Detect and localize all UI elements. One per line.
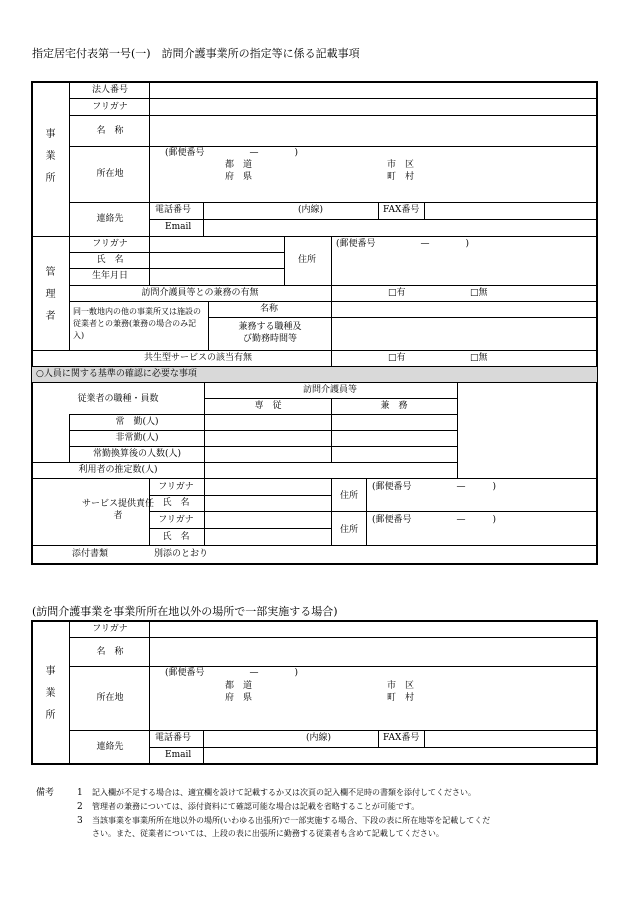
seinen-gappi-label: 生年月日 [91,271,129,281]
sekininsha2-yubin: (郵便番号 — ) [372,515,497,525]
tenpu-shorui-value: 別添のとおり [154,549,209,559]
fuken-label: 府 県 [225,172,253,182]
kansan-kenmu-input[interactable] [332,447,456,462]
kanrisha-shimei-input[interactable] [150,253,283,268]
hijokin-label: 非常勤(人) [115,433,159,443]
page-title: 指定居宅付表第一号(一) 訪問介護事業所の指定等に係る記載事項 [32,47,360,60]
kenmu-shokushu-input[interactable] [332,318,597,350]
service-teikyo-sekininsha-label: サービス提供責任者 [81,499,154,521]
kanrisha-yubin: (郵便番号 — ) [336,239,470,249]
branch-fax-label: FAX番号 [383,733,420,743]
kenmu-header: 兼 務 [380,401,408,411]
branch-tel-input[interactable] [204,731,378,747]
branch-shiku-label: 市 区 [387,681,415,691]
sekininsha2-furigana-input[interactable] [205,512,330,528]
note-3-number: 3 [77,816,83,826]
kansan-senju-input[interactable] [205,447,330,462]
branch-fuken-label: 府 県 [225,693,253,703]
kyosei-label: 共生型サービスの該当有無 [143,353,253,363]
hijokin-kenmu-input[interactable] [332,431,456,446]
note-3-line2: さい。また、従業者については、上段の表に出張所に勤務する従業者も含めて記載してください。 [92,829,444,838]
kenmu-no-checkbox[interactable]: □無 [470,288,488,298]
tel-input[interactable] [204,203,378,219]
kanrisha-furigana-input[interactable] [150,237,283,252]
kenmu-shokushu-label: 兼務する職種及び勤務時間等 [238,322,302,344]
branch-tel-label: 電話番号 [155,733,192,743]
kansan-label: 常勤換算後の人数(人) [92,449,182,459]
note-2-number: 2 [77,802,83,812]
jigyosho-furigana-input[interactable] [150,99,597,115]
branch-choson-label: 町 村 [387,693,415,703]
sekininsha1-shimei-input[interactable] [205,496,330,511]
branch-meisho-input[interactable] [150,638,597,666]
hijokin-senju-input[interactable] [205,431,330,446]
yubin-bango: (郵便番号 — ) [165,148,299,158]
jigyosho-meisho-label: 名 称 [96,126,124,136]
renraku-label: 連絡先 [96,214,124,224]
branch-furigana-label: フリガナ [92,624,128,634]
shozaichi-label: 所在地 [96,169,124,179]
note-1-number: 1 [77,788,83,798]
houjin-bango-label: 法人番号 [91,85,129,95]
jokin-label: 常 勤(人) [115,417,159,427]
houmon-kaigoin-header: 訪問介護員等 [302,385,358,395]
email-label: Email [165,222,192,232]
jinin-section-header: ○人員に関する基準の確認に必要な事項 [36,369,197,379]
houjin-bango-input[interactable] [150,82,597,98]
shiku-label: 市 区 [387,160,415,170]
email-input[interactable] [204,220,597,236]
sekininsha2-furigana-label: フリガナ [158,515,194,525]
naisen-label: (内線) [298,205,324,215]
branch-email-input[interactable] [204,748,597,764]
jigyosho-furigana-label: フリガナ [92,102,128,112]
note-2: 管理者の兼務については、添付資料にて確認可能な場合は記載を省略することが可能です。 [92,802,420,811]
notes-label: 備考 [36,788,55,798]
note-1: 記入欄が不足する場合は、適宜欄を設けて記載するか又は次頁の記入欄不足時の書類を添付してください。 [92,788,476,797]
sekininsha1-yubin: (郵便番号 — ) [372,482,497,492]
riyosha-input[interactable] [205,463,456,478]
branch-shozaichi-label: 所在地 [96,693,124,703]
branch-todo-label: 都 道 [225,681,253,691]
douitsu-shikichi-label: 同一敷地内の他の事業所又は施設の従業者との兼務(兼務の場合のみ記入) [73,307,201,340]
kanrisha-side-label: 管理者 [43,266,54,332]
seinen-gappi-input[interactable] [150,269,283,285]
sekininsha1-jusho-label: 住所 [339,491,359,501]
sekininsha2-shimei-input[interactable] [205,529,330,545]
jigyosho-side-label: 事業所 [43,128,54,194]
kanrisha-shimei-label: 氏 名 [96,255,124,265]
kanrisha-jusho-label: 住所 [297,255,317,265]
shokushu-inzu-label: 従業者の職種・員数 [77,394,159,404]
tel-label: 電話番号 [155,205,192,215]
sekininsha2-jusho-label: 住所 [339,525,359,535]
sub-section-title: (訪問介護事業を事業所所在地以外の場所で一部実施する場合) [32,605,338,618]
kenmu-meisho-input[interactable] [332,302,597,317]
kyosei-yes-checkbox[interactable]: □有 [388,353,406,363]
choson-label: 町 村 [387,172,415,182]
branch-email-label: Email [165,750,192,760]
branch-yubin: (郵便番号 — ) [165,668,299,678]
branch-meisho-label: 名 称 [96,647,124,657]
tenpu-shorui-label: 添付書類 [71,549,109,559]
sekininsha1-jusho-input[interactable] [367,493,597,511]
kanrisha-jusho-input[interactable] [332,250,597,285]
sekininsha2-jusho-input[interactable] [367,527,597,545]
jokin-kenmu-input[interactable] [332,415,456,430]
senju-header: 専 従 [254,401,282,411]
note-3-line1: 当該事業を事業所所在地以外の場所(いわゆる出張所)で一部実施する場合、下段の表に所在地等を記載してくだ [92,816,491,825]
fax-label: FAX番号 [383,205,420,215]
todo-label: 都 道 [225,160,253,170]
branch-fax-input[interactable] [425,731,597,747]
jokin-senju-input[interactable] [205,415,330,430]
branch-renraku-label: 連絡先 [96,742,124,752]
sekininsha1-furigana-input[interactable] [205,479,330,495]
sekininsha2-shimei-label: 氏 名 [162,532,190,542]
kenmu-yes-checkbox[interactable]: □有 [388,288,406,298]
branch-naisen-label: (内線) [306,733,332,743]
sekininsha1-furigana-label: フリガナ [158,482,194,492]
jigyosho-meisho-input[interactable] [150,116,597,146]
branch-jigyosho-side-label: 事業所 [43,665,54,731]
kenmu-meisho-label: 名称 [259,304,279,314]
fax-input[interactable] [425,203,597,219]
sekininsha1-shimei-label: 氏 名 [162,498,190,508]
kenmu-umu-label: 訪問介護員等との兼務の有無 [141,288,259,298]
kanrisha-furigana-label: フリガナ [92,239,128,249]
riyosha-label: 利用者の推定数(人) [78,465,158,475]
kyosei-no-checkbox[interactable]: □無 [470,353,488,363]
branch-furigana-input[interactable] [150,621,597,637]
